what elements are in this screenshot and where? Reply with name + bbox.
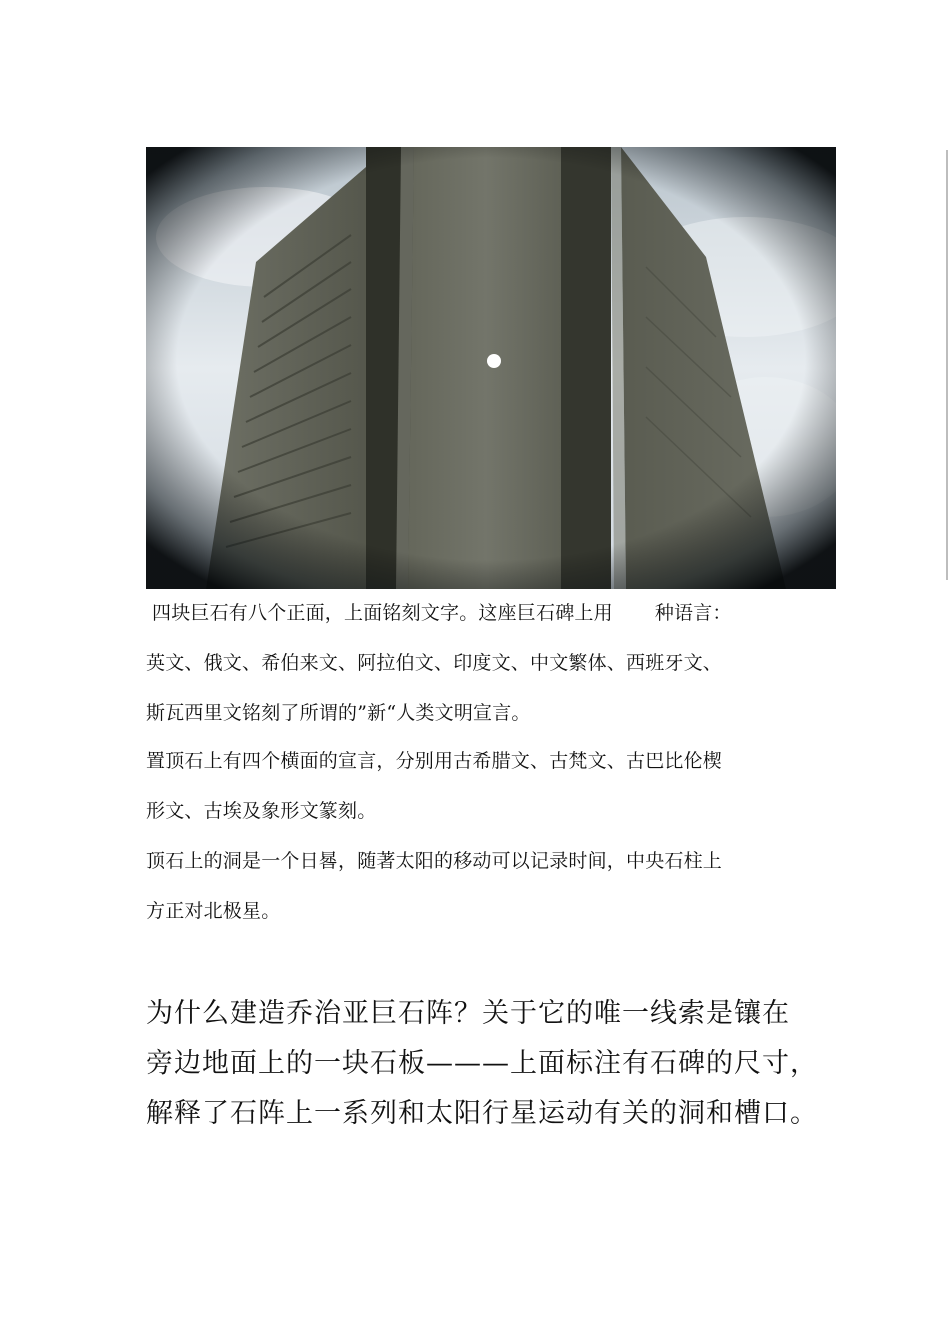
body-line-5: 顶石上的洞是一个日晷，随著太阳的移动可以记录时间，中央石柱上 bbox=[146, 850, 723, 872]
page-edge-divider bbox=[946, 150, 948, 580]
caption-part-1: 四块巨石有八个正面，上面铭刻文字。这座巨石碑上用 bbox=[152, 602, 613, 624]
body-line-1: 英文、俄文、希伯来文、阿拉伯文、印度文、中文繁体、西班牙文、 bbox=[146, 652, 723, 674]
caption-line bbox=[152, 604, 732, 623]
body-line-2: 斯瓦西里文铭刻了所谓的”新“人类文明宣言。 bbox=[146, 702, 531, 724]
body-line-4: 形文、古埃及象形文篆刻。 bbox=[146, 800, 377, 822]
large-line-1: 为什么建造乔治亚巨石阵？关于它的唯一线索是镶在 bbox=[146, 998, 790, 1029]
body-line-6: 方正对北极星。 bbox=[146, 900, 281, 922]
large-line-3: 解释了石阵上一系列和太阳行星运动有关的洞和槽口。 bbox=[146, 1098, 818, 1129]
caption-part-2: 种语言： bbox=[654, 602, 732, 624]
georgia-guidestones-photo bbox=[146, 147, 836, 589]
body-line-3: 置顶石上有四个横面的宣言，分别用古希腊文、古梵文、古巴比伦楔 bbox=[146, 750, 723, 772]
large-line-2: 旁边地面上的一块石板———上面标注有石碑的尺寸， bbox=[146, 1048, 818, 1079]
